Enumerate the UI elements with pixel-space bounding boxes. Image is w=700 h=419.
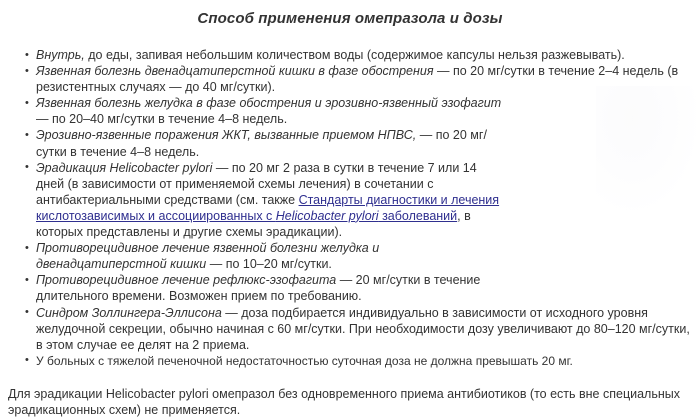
dosage-text: — по 10–20 мг/сутки. xyxy=(206,257,332,272)
indication-label: Противорецидивное лечение рефлюкс-эзофагита xyxy=(36,273,337,288)
dosage-text: — по 20 мг/сутки в течение 2–4 недель (в резистентных случаях — до 40 мг/сутки). xyxy=(36,64,679,95)
dosage-text: до еды, запивая небольшим количеством воды (содержимое капсулы нельзя разжевывать). xyxy=(84,48,625,62)
page-title: Способ применения омепразола и дозы xyxy=(197,10,503,27)
link-pathogen-name: Helicobacter pylori xyxy=(275,208,379,223)
list-item-duodenal-ulcer-exacerbation xyxy=(24,63,696,95)
pathogen-name: Helicobacter pylori xyxy=(109,160,213,175)
dosage-text: — по 20 мг 2 раза в сутки в течение 7 или 14 дней (в зависимости от применяемой схемы лечения) в сочетании с антибактериальными средствами (см. также xyxy=(36,160,477,207)
list-item-zollinger-ellison-syndrome xyxy=(24,305,696,353)
list-item-severe-hepatic-insufficiency xyxy=(24,353,696,369)
dosage-text: — по 20 мг/сутки в течение 4–8 недель. xyxy=(36,128,487,159)
link-text-part-2: заболеваний xyxy=(378,208,458,223)
list-item-oral-administration xyxy=(24,47,696,63)
dosage-list xyxy=(24,47,696,369)
indication-label: Эрозивно-язвенные поражения ЖКТ, вызванные приемом НПВС, xyxy=(36,128,417,143)
indication-label: Эрадикация xyxy=(36,160,110,175)
indication-label: Внутрь, xyxy=(36,48,85,62)
indication-label: Язвенная болезнь двенадцатиперстной кишки в фазе обострения xyxy=(36,64,434,79)
dosage-text: — по 20–40 мг/сутки в течение 4–8 недель. xyxy=(36,112,288,127)
list-item-anti-relapse-reflux-esophagitis xyxy=(24,272,506,304)
link-text-part-1: Стандарты диагностики и лечения кислотозависимых и ассоциированных с xyxy=(36,192,500,223)
indication-label: Синдром Золлингера-Эллисона xyxy=(36,305,222,320)
list-item-anti-relapse-ulcer-treatment xyxy=(24,240,506,272)
dosage-text-tail: , в которых представлены и другие схемы эрадикации). xyxy=(36,208,471,240)
list-item-nsaid-induced-gi-lesions xyxy=(24,127,506,159)
list-item-gastric-ulcer-and-erosive-esophagitis xyxy=(24,95,506,127)
indication-label: Противорецидивное лечение язвенной болезни желудка и двенадцатиперстной кишки xyxy=(36,241,380,272)
indication-label: Язвенная болезнь желудка в фазе обострения и эрозивно-язвенный эзофагит xyxy=(36,96,502,111)
dosage-text: — доза подбирается индивидуально в зависимости от исходного уровня желудочной секреции, обычно начиная с 60 мг/сутки. При необходимости дозу увеличивают до 80–120 мг/сутки, в этом случае ее делят на 2 приема. xyxy=(36,305,690,352)
list-item-helicobacter-eradication xyxy=(24,160,506,240)
dosage-text: У больных с тяжелой печеночной недостаточностью суточная доза не должна превышать 20 мг. xyxy=(36,353,573,368)
closing-paragraph: Для эрадикации Helicobacter pylori омепразол без одновременного приема антибиотиков (то есть вне специальных эрадикационных схем) не применяется. xyxy=(8,386,680,417)
dosage-text: — 20 мг/сутки в течение длительного времени. Возможен прием по требованию. xyxy=(36,273,481,304)
